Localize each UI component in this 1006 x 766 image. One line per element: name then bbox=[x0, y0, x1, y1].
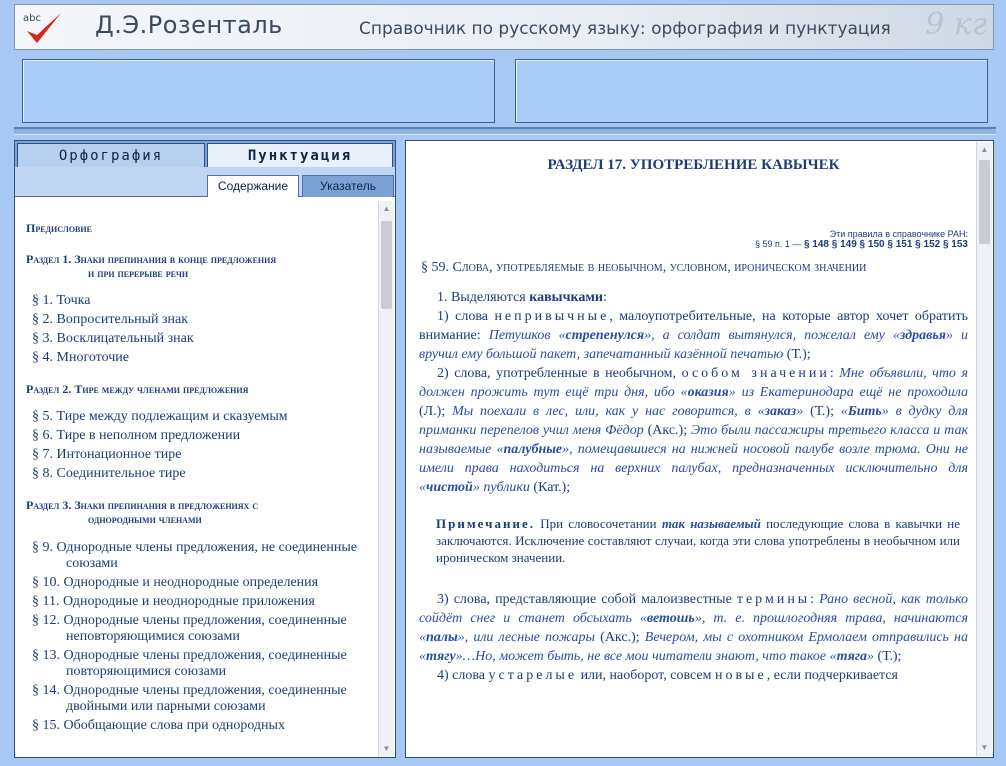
paragraph-4: 4) слова устарелые или, наоборот, совсем новые, если подчеркивается bbox=[437, 668, 898, 683]
toc-section-3-line2: однородными членами bbox=[88, 512, 202, 526]
toc-group-3 bbox=[26, 540, 369, 734]
toc-item[interactable]: § 11. Однородные и неоднородные приложения bbox=[32, 594, 315, 609]
scroll-thumb[interactable] bbox=[979, 160, 990, 244]
toc-preface[interactable]: Предисловие bbox=[26, 221, 92, 235]
toc-item[interactable]: § 4. Многоточие bbox=[32, 350, 129, 365]
toc-group-1 bbox=[26, 293, 369, 366]
navigation-panel bbox=[14, 140, 396, 758]
paragraph-2: 2) слова, употребленные в необычном, особом значении: Мне объявили, что я должен прожить тут ещё три дня, ибо «оказия» из Екатеринодара ещё не проходила (Л.); Мы поехали в лес, или, как у нас говорится, в «заказ» (Т.); «Бить» в дудку для приманки перепелов учил меня Фёдор (Акс.); Это были пассажиры третьего класса и так называемые «палубные», помещавшиеся на нижней носовой палубе возле трюма. Они не имели права находиться на верхних палубах, предназначенных исключительно для «чистой» публики (Кат.); bbox=[419, 366, 968, 495]
tab-punctuation[interactable]: Пунктуация bbox=[207, 143, 393, 167]
toc-section-1[interactable] bbox=[26, 252, 369, 280]
article-panel bbox=[405, 140, 994, 758]
tab-contents[interactable]: Содержание bbox=[207, 175, 299, 197]
toc-section-2[interactable]: Раздел 2. Тире между членами предложения bbox=[26, 382, 249, 396]
toc-item[interactable]: § 8. Соединительное тире bbox=[32, 466, 186, 481]
scroll-up-arrow-icon[interactable]: ▲ bbox=[980, 145, 989, 154]
toc-section-1-line1: Раздел 1. Знаки препинания в конце предложения bbox=[26, 252, 277, 266]
article-content bbox=[406, 141, 976, 757]
toc-scrollbar[interactable] bbox=[378, 201, 394, 757]
toc-item[interactable]: § 13. Однородные члены предложения, соединенные повторяющимися союзами bbox=[32, 648, 347, 679]
toc-item[interactable]: § 9. Однородные члены предложения, не соединенные союзами bbox=[32, 540, 357, 571]
section-number: § 59. bbox=[421, 260, 449, 275]
toc-item[interactable]: § 12. Однородные члены предложения, соединенные неповторяющимися союзами bbox=[32, 613, 347, 644]
horizontal-divider bbox=[14, 127, 996, 135]
top-panel-right bbox=[515, 59, 988, 123]
ran-reference-prefix: § 59 п. 1 — bbox=[755, 239, 802, 249]
main-tabs bbox=[15, 141, 395, 167]
header-author: Д.Э.Розенталь bbox=[95, 11, 283, 39]
toc-group-2 bbox=[26, 409, 369, 482]
article-scrollbar[interactable] bbox=[976, 142, 992, 756]
tab-orthography[interactable]: Орфография bbox=[17, 143, 205, 167]
logo-checkmark-icon bbox=[21, 9, 65, 49]
ran-reference-label: Эти правила в справочнике РАН: bbox=[829, 229, 968, 239]
toc-section-3[interactable] bbox=[26, 498, 369, 526]
toc-section-3-line1: Раздел 3. Знаки препинания в предложениях с bbox=[26, 498, 259, 512]
top-panel-left bbox=[22, 59, 495, 123]
sub-tabs bbox=[15, 167, 395, 197]
svg-text:abc: abc bbox=[23, 13, 41, 24]
app-header bbox=[14, 4, 994, 50]
toc-item[interactable]: § 6. Тире в неполном предложении bbox=[32, 428, 241, 443]
section-title: Слова, употребляемые в необычном, условном, ироническом значении bbox=[452, 260, 867, 275]
paragraph-1: 1) слова непривычные, малоупотребительные, на которые автор хочет обратить внимание: Петушков «стрепенулся», а солдат вытянулся, пожелал ему «здравья» и вручил ему большой пакет, запечатанный казённой печатью (Т.); bbox=[419, 309, 969, 362]
ran-reference bbox=[419, 229, 968, 250]
toc-item[interactable]: § 10. Однородные и неоднородные определения bbox=[32, 575, 319, 590]
paragraph-3: 3) слова, представляющие собой малоизвестные термины: Рано весной, как только сойдёт снег и станет обсыхать «ветошь», т. е. прошлогодняя трава, начинаются «палы», или лесные пожары (Акс.); Вечером, мы с охотником Ермолаем отправились на «тягу»…Но, может быть, не все мои читатели знают, что такое «тяга» (Т.); bbox=[419, 592, 969, 664]
toc-item[interactable]: § 3. Восклицательный знак bbox=[32, 331, 194, 346]
scroll-down-arrow-icon[interactable]: ▼ bbox=[980, 743, 989, 752]
paragraph-intro: 1. Выделяются кавычками: bbox=[437, 290, 607, 305]
section-heading bbox=[421, 260, 968, 276]
toc-item[interactable]: § 15. Обобщающие слова при однородных bbox=[32, 718, 285, 733]
header-subtitle: Справочник по русскому языку: орфография и пунктуация bbox=[359, 19, 891, 39]
toc-item[interactable]: § 2. Вопросительный знак bbox=[32, 312, 189, 327]
table-of-contents bbox=[15, 199, 379, 757]
toc-item[interactable]: § 14. Однородные члены предложения, соединенные двойными или парными союзами bbox=[32, 683, 347, 714]
toc-section-1-line2: и при перерыве речи bbox=[88, 266, 189, 280]
tab-index[interactable]: Указатель bbox=[302, 175, 394, 197]
header-bg-text: 9 кг bbox=[925, 7, 987, 42]
toc-item[interactable]: § 1. Точка bbox=[32, 293, 91, 308]
toc-item[interactable]: § 7. Интонационное тире bbox=[32, 447, 182, 462]
toc-item[interactable]: § 5. Тире между подлежащим и сказуемым bbox=[32, 409, 288, 424]
scroll-down-arrow-icon[interactable]: ▼ bbox=[382, 744, 391, 753]
scroll-thumb[interactable] bbox=[381, 221, 392, 309]
note-block: Примечание. При словосочетании так называемый последующие слова в кавычки не заключаются. Исключение составляют случаи, когда эти слова употреблены в необычном или ироническом значении. bbox=[436, 516, 961, 565]
article-title: РАЗДЕЛ 17. УПОТРЕБЛЕНИЕ КАВЫЧЕК bbox=[547, 157, 840, 173]
ran-reference-links[interactable]: § 148 § 149 § 150 § 151 § 152 § 153 bbox=[803, 239, 968, 250]
scroll-up-arrow-icon[interactable]: ▲ bbox=[382, 204, 391, 213]
